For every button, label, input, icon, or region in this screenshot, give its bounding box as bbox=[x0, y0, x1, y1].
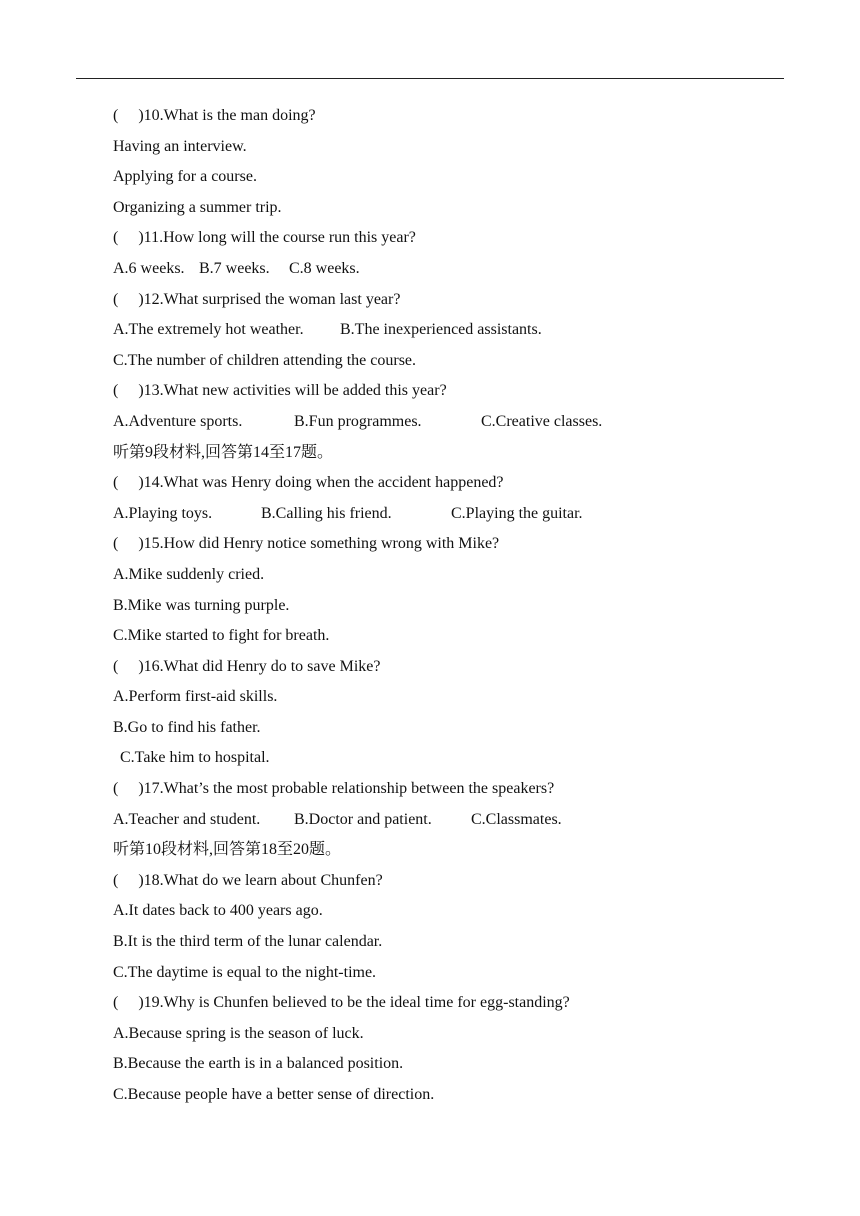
question-text: 10.What is the man doing? bbox=[143, 107, 316, 124]
answer-option-line: C.Because people have a better sense of direction. bbox=[113, 1086, 435, 1103]
answer-blank: ( ) bbox=[113, 382, 144, 400]
answer-blank: ( ) bbox=[113, 535, 144, 553]
option-text: B.Doctor and patient. bbox=[294, 810, 432, 828]
option-text: A.6 weeks. bbox=[113, 259, 185, 277]
answer-blank: ( ) bbox=[113, 657, 144, 675]
answer-option-line: Having an interview. bbox=[113, 137, 247, 155]
option-text: C.Creative classes. bbox=[481, 412, 603, 430]
question-line bbox=[113, 223, 793, 254]
question-text: 11.How long will the course run this year? bbox=[143, 229, 416, 247]
answer-blank: ( ) bbox=[113, 780, 144, 798]
option-text: B.Fun programmes. bbox=[294, 412, 422, 430]
section-instruction: 听第10段材料,回答第18至20题。 bbox=[113, 841, 342, 859]
answer-blank: ( ) bbox=[113, 229, 144, 247]
answer-blank: ( ) bbox=[113, 474, 144, 492]
options-line bbox=[113, 805, 793, 836]
option-text: A.The extremely hot weather. bbox=[113, 321, 304, 339]
answer-blank: ( ) bbox=[113, 290, 144, 308]
options-line bbox=[113, 499, 793, 530]
answer-option-line: Organizing a summer trip. bbox=[113, 198, 282, 216]
option-text: B.7 weeks. bbox=[199, 259, 270, 277]
answer-option-line: A.Because spring is the season of luck. bbox=[113, 1024, 364, 1042]
option-text: B.The inexperienced assistants. bbox=[340, 321, 542, 339]
question-text: 18.What do we learn about Chunfen? bbox=[143, 871, 383, 889]
answer-option-line: B.Because the earth is in a balanced position. bbox=[113, 1055, 404, 1073]
question-text: 13.What new activities will be added this year? bbox=[143, 382, 447, 400]
option-text: C.8 weeks. bbox=[289, 259, 360, 277]
question-line bbox=[113, 774, 793, 805]
question-text: 16.What did Henry do to save Mike? bbox=[143, 657, 381, 675]
question-line bbox=[113, 529, 793, 560]
answer-option-line: B.It is the third term of the lunar calendar. bbox=[113, 933, 383, 951]
document-body bbox=[113, 101, 793, 1111]
question-text: 14.What was Henry doing when the accident happened? bbox=[143, 474, 504, 492]
question-text: 15.How did Henry notice something wrong with Mike? bbox=[143, 535, 500, 553]
header-rule bbox=[76, 78, 784, 79]
answer-blank: ( ) bbox=[113, 107, 144, 124]
question-line bbox=[113, 101, 793, 132]
option-text: C.Playing the guitar. bbox=[451, 504, 583, 522]
answer-option-line: B.Mike was turning purple. bbox=[113, 596, 290, 614]
question-text: 12.What surprised the woman last year? bbox=[143, 290, 401, 308]
answer-option-line: A.Mike suddenly cried. bbox=[113, 565, 265, 583]
answer-option-line: B.Go to find his father. bbox=[113, 718, 261, 736]
answer-option-line: C.Mike started to fight for breath. bbox=[113, 627, 330, 645]
question-line bbox=[113, 468, 793, 499]
option-text: C.Classmates. bbox=[471, 810, 562, 828]
option-text: A.Adventure sports. bbox=[113, 412, 243, 430]
question-line bbox=[113, 652, 793, 683]
question-line bbox=[113, 866, 793, 897]
answer-option-line: A.Perform first-aid skills. bbox=[113, 688, 278, 706]
option-text: A.Playing toys. bbox=[113, 504, 213, 522]
question-line bbox=[113, 376, 793, 407]
options-line bbox=[113, 407, 793, 438]
answer-option-line: Applying for a course. bbox=[113, 168, 257, 186]
section-instruction: 听第9段材料,回答第14至17题。 bbox=[113, 443, 334, 461]
option-text: A.Teacher and student. bbox=[113, 810, 261, 828]
options-line bbox=[113, 254, 793, 285]
options-line bbox=[113, 315, 793, 346]
question-text: 17.What’s the most probable relationship between the speakers? bbox=[143, 780, 555, 798]
answer-option-line: C.The number of children attending the course. bbox=[113, 351, 417, 369]
answer-blank: ( ) bbox=[113, 994, 144, 1012]
answer-blank: ( ) bbox=[113, 871, 144, 889]
question-line bbox=[113, 988, 793, 1019]
answer-option-line: C.Take him to hospital. bbox=[120, 749, 270, 767]
answer-option-line: C.The daytime is equal to the night-time. bbox=[113, 963, 377, 981]
option-text: B.Calling his friend. bbox=[261, 504, 392, 522]
answer-option-line: A.It dates back to 400 years ago. bbox=[113, 902, 323, 920]
question-line bbox=[113, 285, 793, 316]
question-text: 19.Why is Chunfen believed to be the ideal time for egg-standing? bbox=[143, 994, 570, 1012]
